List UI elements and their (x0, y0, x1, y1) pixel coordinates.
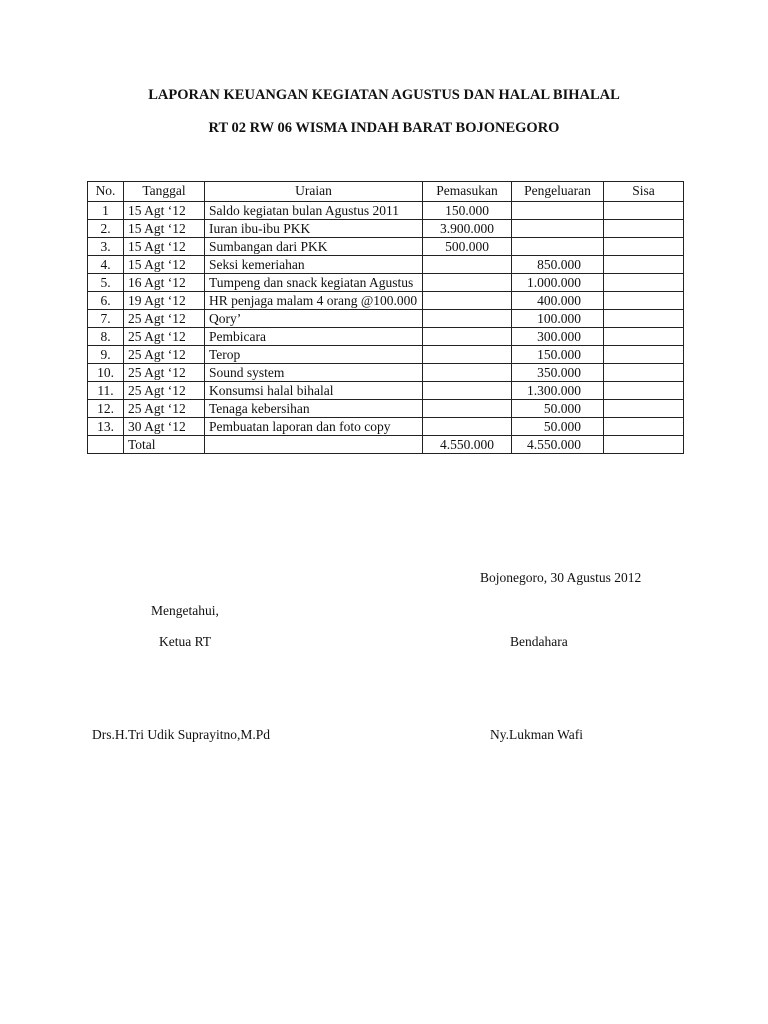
row-tanggal-cell: 25 Agt ‘12 (124, 346, 205, 364)
row-no-cell: 6. (88, 292, 124, 310)
row-pengeluaran-cell: 50.000 (512, 418, 604, 436)
left-signatory-name: Drs.H.Tri Udik Suprayitno,M.Pd (92, 727, 271, 742)
row-uraian-cell: Konsumsi halal bihalal (205, 382, 423, 400)
right-role: Bendahara (510, 634, 568, 649)
table-row (88, 238, 684, 256)
table-row (88, 310, 684, 328)
row-no-cell: 13. (88, 418, 124, 436)
row-sisa-cell (604, 238, 684, 256)
row-sisa-cell (604, 382, 684, 400)
row-uraian-cell: Saldo kegiatan bulan Agustus 2011 (205, 202, 423, 220)
row-pemasukan-cell (423, 418, 512, 436)
row-no-cell: 11. (88, 382, 124, 400)
row-sisa-cell (604, 256, 684, 274)
row-uraian-cell: Tenaga kebersihan (205, 400, 423, 418)
total-label: Total (124, 436, 205, 454)
row-no-cell: 2. (88, 220, 124, 238)
column-header-sisa: Sisa (604, 182, 684, 202)
place-date: Bojonegoro, 30 Agustus 2012 (480, 570, 642, 585)
column-header-no: No. (88, 182, 124, 202)
row-pemasukan-cell (423, 328, 512, 346)
row-pengeluaran-cell: 150.000 (512, 346, 604, 364)
row-pengeluaran-cell: 1.300.000 (512, 382, 604, 400)
row-no-cell: 7. (88, 310, 124, 328)
report-title: LAPORAN KEUANGAN KEGIATAN AGUSTUS DAN HALAL BIHALAL (148, 87, 620, 103)
total-pengeluaran: 4.550.000 (512, 436, 604, 454)
row-uraian-cell: Pembuatan laporan dan foto copy (205, 418, 423, 436)
row-uraian-cell: Iuran ibu-ibu PKK (205, 220, 423, 238)
row-pemasukan-cell (423, 256, 512, 274)
row-sisa-cell (604, 220, 684, 238)
row-pengeluaran-cell (512, 202, 604, 220)
table-row (88, 382, 684, 400)
row-sisa-cell (604, 400, 684, 418)
row-pemasukan-cell: 150.000 (423, 202, 512, 220)
row-pemasukan-cell (423, 310, 512, 328)
column-header-pemasukan: Pemasukan (423, 182, 512, 202)
row-uraian-cell: Terop (205, 346, 423, 364)
row-pemasukan-cell: 3.900.000 (423, 220, 512, 238)
row-pemasukan-cell (423, 292, 512, 310)
row-sisa-cell (604, 292, 684, 310)
row-no-cell: 4. (88, 256, 124, 274)
row-tanggal-cell: 25 Agt ‘12 (124, 382, 205, 400)
table-row (88, 202, 684, 220)
total-sisa (604, 436, 684, 454)
left-role: Ketua RT (159, 634, 212, 649)
row-sisa-cell (604, 202, 684, 220)
finance-table (87, 181, 684, 454)
table-row (88, 346, 684, 364)
row-sisa-cell (604, 310, 684, 328)
row-pemasukan-cell (423, 274, 512, 292)
column-header-pengeluaran: Pengeluaran (512, 182, 604, 202)
column-header-uraian: Uraian (205, 182, 423, 202)
row-pengeluaran-cell: 100.000 (512, 310, 604, 328)
row-pemasukan-cell: 500.000 (423, 238, 512, 256)
column-header-tanggal: Tanggal (124, 182, 205, 202)
report-subtitle: RT 02 RW 06 WISMA INDAH BARAT BOJONEGORO (208, 120, 560, 136)
total-no-cell (88, 436, 124, 454)
row-uraian-cell: HR penjaga malam 4 orang @100.000 (205, 292, 423, 310)
row-uraian-cell: Sumbangan dari PKK (205, 238, 423, 256)
row-pengeluaran-cell: 850.000 (512, 256, 604, 274)
row-uraian-cell: Sound system (205, 364, 423, 382)
row-pemasukan-cell (423, 382, 512, 400)
row-no-cell: 8. (88, 328, 124, 346)
row-tanggal-cell: 25 Agt ‘12 (124, 364, 205, 382)
row-pemasukan-cell (423, 400, 512, 418)
row-no-cell: 1 (88, 202, 124, 220)
row-sisa-cell (604, 328, 684, 346)
row-no-cell: 5. (88, 274, 124, 292)
row-pengeluaran-cell: 400.000 (512, 292, 604, 310)
row-sisa-cell (604, 274, 684, 292)
row-pengeluaran-cell: 1.000.000 (512, 274, 604, 292)
row-pemasukan-cell (423, 346, 512, 364)
row-uraian-cell: Tumpeng dan snack kegiatan Agustus (205, 274, 423, 292)
total-pemasukan: 4.550.000 (423, 436, 512, 454)
row-no-cell: 9. (88, 346, 124, 364)
row-uraian-cell: Pembicara (205, 328, 423, 346)
table-header-row (88, 182, 684, 202)
row-tanggal-cell: 15 Agt ‘12 (124, 238, 205, 256)
row-tanggal-cell: 25 Agt ‘12 (124, 328, 205, 346)
row-tanggal-cell: 16 Agt ‘12 (124, 274, 205, 292)
total-row (88, 436, 684, 454)
row-pengeluaran-cell (512, 238, 604, 256)
table-row (88, 364, 684, 382)
right-signatory-name: Ny.Lukman Wafi (490, 727, 584, 742)
row-tanggal-cell: 30 Agt ‘12 (124, 418, 205, 436)
row-tanggal-cell: 15 Agt ‘12 (124, 202, 205, 220)
row-sisa-cell (604, 346, 684, 364)
row-tanggal-cell: 15 Agt ‘12 (124, 220, 205, 238)
row-pemasukan-cell (423, 364, 512, 382)
table-row (88, 328, 684, 346)
table-row (88, 292, 684, 310)
table-row (88, 220, 684, 238)
row-tanggal-cell: 25 Agt ‘12 (124, 400, 205, 418)
row-sisa-cell (604, 418, 684, 436)
row-uraian-cell: Seksi kemeriahan (205, 256, 423, 274)
row-tanggal-cell: 25 Agt ‘12 (124, 310, 205, 328)
row-no-cell: 10. (88, 364, 124, 382)
row-sisa-cell (604, 364, 684, 382)
acknowledged-label: Mengetahui, (151, 603, 219, 618)
row-pengeluaran-cell (512, 220, 604, 238)
row-no-cell: 3. (88, 238, 124, 256)
row-pengeluaran-cell: 300.000 (512, 328, 604, 346)
row-pengeluaran-cell: 50.000 (512, 400, 604, 418)
row-no-cell: 12. (88, 400, 124, 418)
table-row (88, 256, 684, 274)
table-row (88, 418, 684, 436)
row-tanggal-cell: 19 Agt ‘12 (124, 292, 205, 310)
table-row (88, 274, 684, 292)
row-tanggal-cell: 15 Agt ‘12 (124, 256, 205, 274)
table-row (88, 400, 684, 418)
row-pengeluaran-cell: 350.000 (512, 364, 604, 382)
total-uraian-cell (205, 436, 423, 454)
row-uraian-cell: Qory’ (205, 310, 423, 328)
